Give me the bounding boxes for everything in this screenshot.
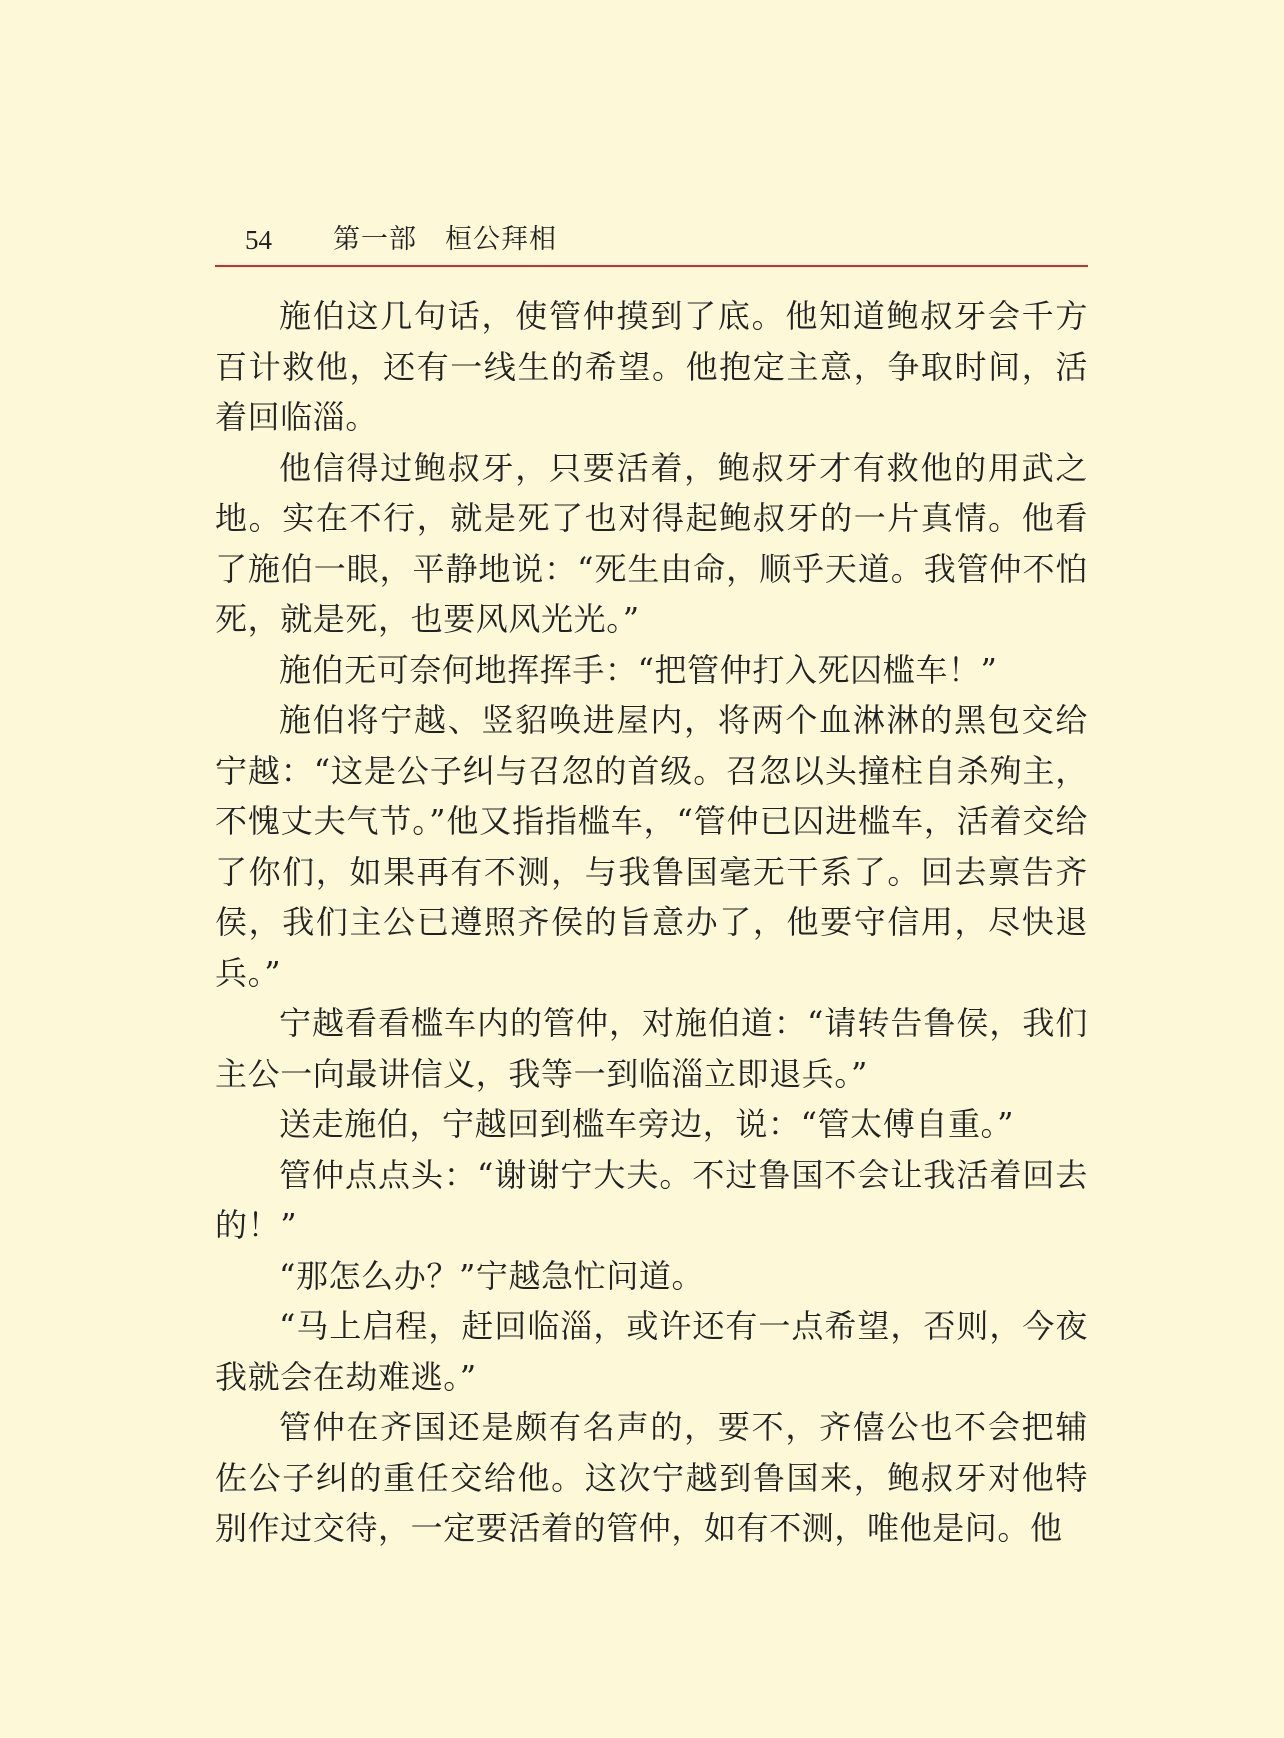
- paragraph: 宁越看看槛车内的管仲，对施伯道：“请转告鲁侯，我们主公一向最讲信义，我等一到临淄立即退兵。”: [215, 1004, 1088, 1093]
- page-number: 54: [245, 225, 272, 255]
- paragraph: 他信得过鲍叔牙，只要活着，鲍叔牙才有救他的用武之地。实在不行，就是死了也对得起鲍叔牙的一片真情。他看了施伯一眼，平静地说：“死生由命，顺乎天道。我管仲不怕死，就是死，也要风风光光。”: [215, 448, 1088, 638]
- paragraph: “那怎么办？”宁越急忙问道。: [279, 1256, 705, 1295]
- paragraph: 施伯将宁越、竖貂唤进屋内，将两个血淋淋的黑包交给宁越：“这是公子纠与召忽的首级。召忽以头撞柱自杀殉主，不愧丈夫气节。”他又指指槛车，“管仲已囚进槛车，活着交给了你们，如果再有不测，与我鲁国毫无干系了。回去禀告齐侯，我们主公已遵照齐侯的旨意办了，他要守信用，尽快退兵。”: [215, 701, 1088, 992]
- paragraph: “马上启程，赶回临淄，或许还有一点希望，否则，今夜我就会在劫难逃。”: [215, 1307, 1088, 1396]
- paragraph: 施伯无可奈何地挥挥手：“把管仲打入死囚槛车！”: [279, 650, 998, 689]
- paragraph: 管仲点点头：“谢谢宁大夫。不过鲁国不会让我活着回去的！”: [215, 1155, 1088, 1244]
- paragraph: 送走施伯，宁越回到槛车旁边，说：“管太傅自重。”: [279, 1105, 1015, 1143]
- page-header: [215, 218, 1088, 262]
- paragraph: 施伯这几句话，使管仲摸到了底。他知道鲍叔牙会千方百计救他，还有一线生的希望。他抱定主意，争取时间，活着回临淄。: [215, 297, 1088, 436]
- body-text: [215, 291, 1088, 1554]
- paragraph: 管仲在齐国还是颇有名声的，要不，齐僖公也不会把辅佐公子纠的重任交给他。这次宁越到鲁国来，鲍叔牙对他特别作过交待，一定要活着的管仲，如有不测，唯他是问。他: [215, 1408, 1088, 1547]
- running-title: 第一部 桓公拜相: [333, 224, 557, 255]
- header-rule: [215, 265, 1088, 267]
